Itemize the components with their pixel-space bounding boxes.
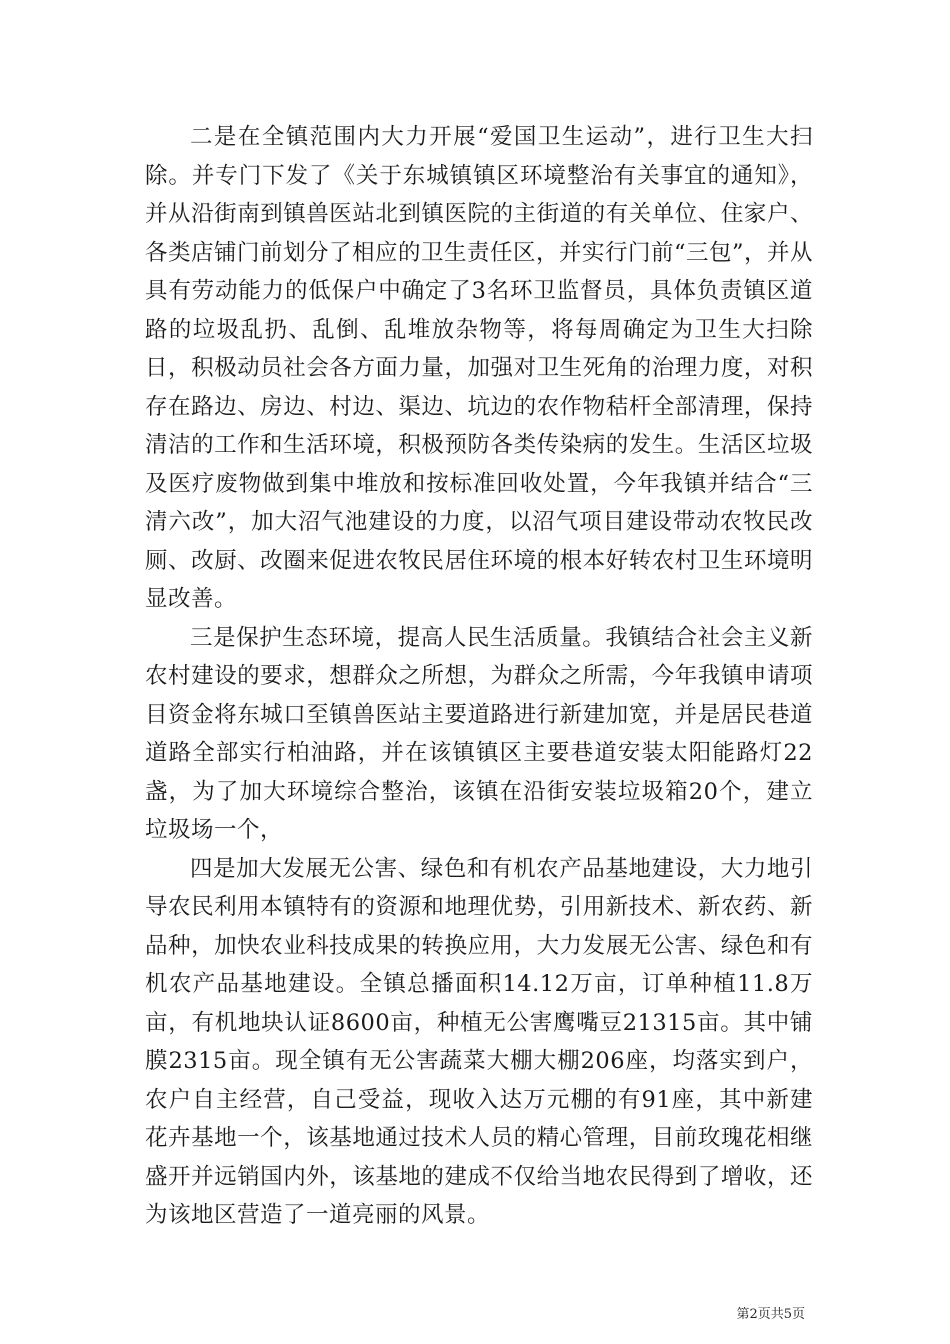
page-number: 第2页共5页: [736, 1307, 805, 1322]
paragraph-organic-agriculture: 四是加大发展无公害、绿色和有机农产品基地建设，大力地引导农民利用本镇特有的资源和地理优势，引用新技术、新农药、新品种，加快农业科技成果的转换应用，大力发展无公害、绿色和有机农产品基地建设。全镇总播面积14.12万亩，订单种植11.8万亩，有机地块认证8600亩，种植无公害鹰嘴豆21315亩。其中铺膜2315亩。现全镇有无公害蔬菜大棚大棚206座，均落实到户，农户自主经营，自己受益，现收入达万元棚的有91座，其中新建花卉基地一个，该基地通过技术人员的精心管理，目前玫瑰花相继盛开并远销国内外，该基地的建成不仅给当地农民得到了增收，还为该地区营造了一道亮丽的风景。: [145, 855, 813, 1228]
paragraph-ecological-protection: 三是保护生态环境，提高人民生活质量。我镇结合社会主义新农村建设的要求，想群众之所想，为群众之所需，今年我镇申请项目资金将东城口至镇兽医站主要道路进行新建加宽，并是居民巷道道路全部实行柏油路，并在该镇镇区主要巷道安装太阳能路灯22盏，为了加大环境综合整治，该镇在沿街安装垃圾箱20个，建立垃圾场一个，: [145, 624, 813, 843]
document-body: [145, 118, 813, 1235]
paragraph-sanitation-campaign: 二是在全镇范围内大力开展“爱国卫生运动”，进行卫生大扫除。并专门下发了《关于东城镇镇区环境整治有关事宜的通知》，并从沿街南到镇兽医站北到镇医院的主街道的有关单位、住家户、各类店铺门前划分了相应的卫生责任区，并实行门前“三包”，并从具有劳动能力的低保户中确定了3名环卫监督员，具体负责镇区道路的垃圾乱扔、乱倒、乱堆放杂物等，将每周确定为卫生大扫除日，积极动员社会各方面力量，加强对卫生死角的治理力度，对积存在路边、房边、村边、渠边、坑边的农作物秸杆全部清理，保持清洁的工作和生活环境，积极预防各类传染病的发生。生活区垃圾及医疗废物做到集中堆放和按标准回收处置，今年我镇并结合“三清六改”，加大沼气池建设的力度，以沼气项目建设带动农牧民改厕、改厨、改圈来促进农牧民居住环境的根本好转农村卫生环境明显改善。: [145, 124, 814, 612]
